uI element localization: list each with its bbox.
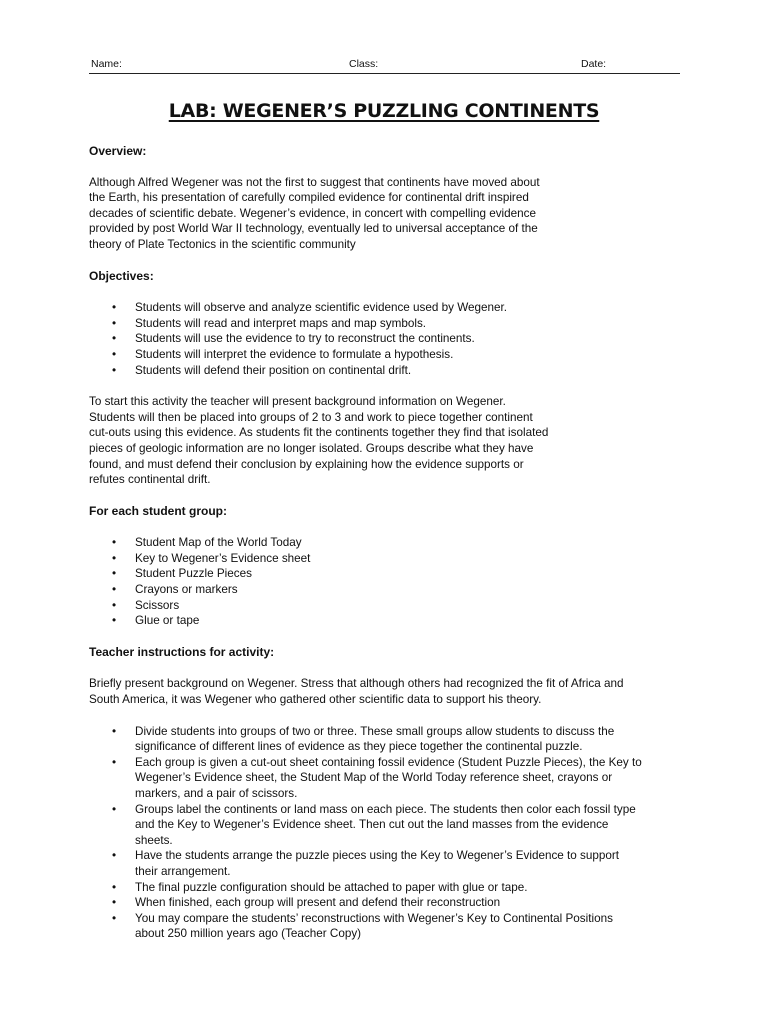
list-item — [89, 316, 681, 332]
overview-line: the Earth, his presentation of carefully compiled evidence for continental drift inspired — [89, 191, 529, 205]
student-info-header — [89, 57, 680, 74]
list-item-text: Scissors — [135, 598, 180, 612]
intro-line: cut-outs using this evidence. As students fit the continents together they find that isolated — [89, 426, 549, 440]
list-item-text: Divide students into groups of two or three. These small groups allow students to discuss the — [135, 724, 615, 738]
materials-heading: For each student group: — [89, 503, 227, 518]
bullet-icon: • — [112, 567, 117, 581]
list-item-text: Student Puzzle Pieces — [135, 567, 252, 581]
bullet-icon: • — [112, 896, 117, 910]
list-item-text: markers, and a pair of scissors. — [135, 787, 298, 800]
bullet-icon: • — [112, 583, 117, 597]
list-item-text: You may compare the students’ reconstructions with Wegener’s Key to Continental Positions — [135, 911, 613, 925]
lab-title-container — [0, 100, 768, 122]
list-item-text: Key to Wegener’s Evidence sheet — [135, 551, 311, 565]
list-item — [89, 911, 681, 942]
intro-line: pieces of geologic information are no longer isolated. Groups describe what they have — [89, 441, 534, 455]
teacher-instructions-list — [89, 724, 681, 942]
list-item-text: Glue or tape — [135, 614, 200, 628]
teacher-intro-line: South America, it was Wegener who gathered other scientific data to support his theory. — [89, 693, 542, 707]
list-item — [89, 598, 681, 614]
teacher-instructions-heading: Teacher instructions for activity: — [89, 644, 275, 659]
overview-line: Although Alfred Wegener was not the first to suggest that continents have moved about — [89, 175, 540, 189]
teacher-intro-paragraph — [89, 676, 681, 707]
bullet-icon: • — [112, 316, 117, 330]
bullet-icon: • — [112, 598, 117, 612]
teacher-intro-line: Briefly present background on Wegener. Stress that although others had recognized the fit of Africa and — [89, 677, 624, 691]
bullet-icon: • — [112, 880, 117, 894]
list-item — [89, 347, 681, 363]
overview-paragraph — [89, 175, 681, 253]
overview-heading: Overview: — [89, 144, 147, 158]
list-item-text: Each group is given a cut-out sheet containing fossil evidence (Student Puzzle Pieces), the Key to — [135, 755, 642, 769]
list-item — [89, 331, 681, 347]
list-item — [89, 582, 681, 598]
list-item-text: Student Map of the World Today — [135, 536, 302, 550]
list-item — [89, 802, 681, 849]
overview-line: decades of scientific debate. Wegener’s evidence, in concert with compelling evidence — [89, 206, 536, 220]
bullet-icon: • — [112, 911, 117, 925]
bullet-icon: • — [112, 301, 117, 315]
bullet-icon: • — [112, 347, 117, 361]
list-item-text: Have the students arrange the puzzle pieces using the Key to Wegener’s Evidence to support — [135, 849, 620, 863]
list-item-text: sheets. — [135, 833, 173, 847]
class-label: Class: — [349, 58, 379, 70]
list-item — [89, 848, 681, 879]
objectives-list — [89, 300, 681, 378]
bullet-icon: • — [112, 332, 117, 346]
list-item-text: Students will read and interpret maps and map symbols. — [135, 316, 427, 330]
list-item — [89, 363, 681, 379]
list-item-text: Students will observe and analyze scientific evidence used by Wegener. — [135, 301, 508, 315]
bullet-icon: • — [112, 849, 117, 863]
overview-line: provided by post World War II technology, eventually led to universal acceptance of the — [89, 222, 538, 236]
list-item-text: Students will interpret the evidence to formulate a hypothesis. — [135, 347, 454, 361]
list-item-text: Students will use the evidence to try to reconstruct the continents. — [135, 332, 475, 346]
list-item — [89, 300, 681, 316]
intro-line: found, and must defend their conclusion by explaining how the evidence supports or — [89, 457, 524, 471]
overview-line: theory of Plate Tectonics in the scientific community — [89, 237, 356, 251]
list-item-text: When finished, each group will present and defend their reconstruction — [135, 896, 501, 910]
list-item — [89, 880, 681, 896]
intro-paragraph — [89, 394, 681, 488]
list-item — [89, 755, 681, 802]
list-item-text: Students will defend their position on continental drift. — [135, 363, 412, 377]
bullet-icon: • — [112, 802, 117, 816]
intro-line: refutes continental drift. — [89, 473, 211, 487]
list-item — [89, 535, 681, 551]
list-item-text: Groups label the continents or land mass on each piece. The students then color each fossil type — [135, 802, 636, 816]
intro-line: Students will then be placed into groups of 2 to 3 and work to piece together continent — [89, 410, 533, 424]
list-item-text: about 250 million years ago (Teacher Copy) — [135, 927, 362, 941]
list-item-text: significance of different lines of evidence as they piece together the continental puzzle. — [135, 740, 583, 754]
bullet-icon: • — [112, 536, 117, 550]
objectives-heading: Objectives: — [89, 268, 154, 283]
intro-line: To start this activity the teacher will present background information on Wegener. — [89, 395, 506, 409]
list-item-text: Wegener’s Evidence sheet, the Student Map of the World Today reference sheet, crayons or — [135, 771, 613, 785]
list-item — [89, 724, 681, 755]
list-item — [89, 613, 681, 629]
list-item — [89, 895, 681, 911]
name-label: Name: — [91, 58, 122, 70]
date-label: Date: — [581, 58, 607, 70]
document-body — [89, 144, 681, 942]
lab-title: LAB: WEGENER’S PUZZLING CONTINENTS — [168, 100, 600, 122]
bullet-icon: • — [112, 724, 117, 738]
bullet-icon: • — [112, 551, 117, 565]
bullet-icon: • — [112, 363, 117, 377]
materials-list — [89, 535, 681, 629]
list-item — [89, 566, 681, 582]
list-item-text: Crayons or markers — [135, 583, 238, 597]
list-item-text: The final puzzle configuration should be attached to paper with glue or tape. — [135, 880, 528, 894]
bullet-icon: • — [112, 614, 117, 628]
list-item-text: their arrangement. — [135, 864, 231, 878]
bullet-icon: • — [112, 755, 117, 769]
list-item — [89, 551, 681, 567]
list-item-text: and the Key to Wegener’s Evidence sheet. Then cut out the land masses from the evidence — [135, 818, 609, 832]
